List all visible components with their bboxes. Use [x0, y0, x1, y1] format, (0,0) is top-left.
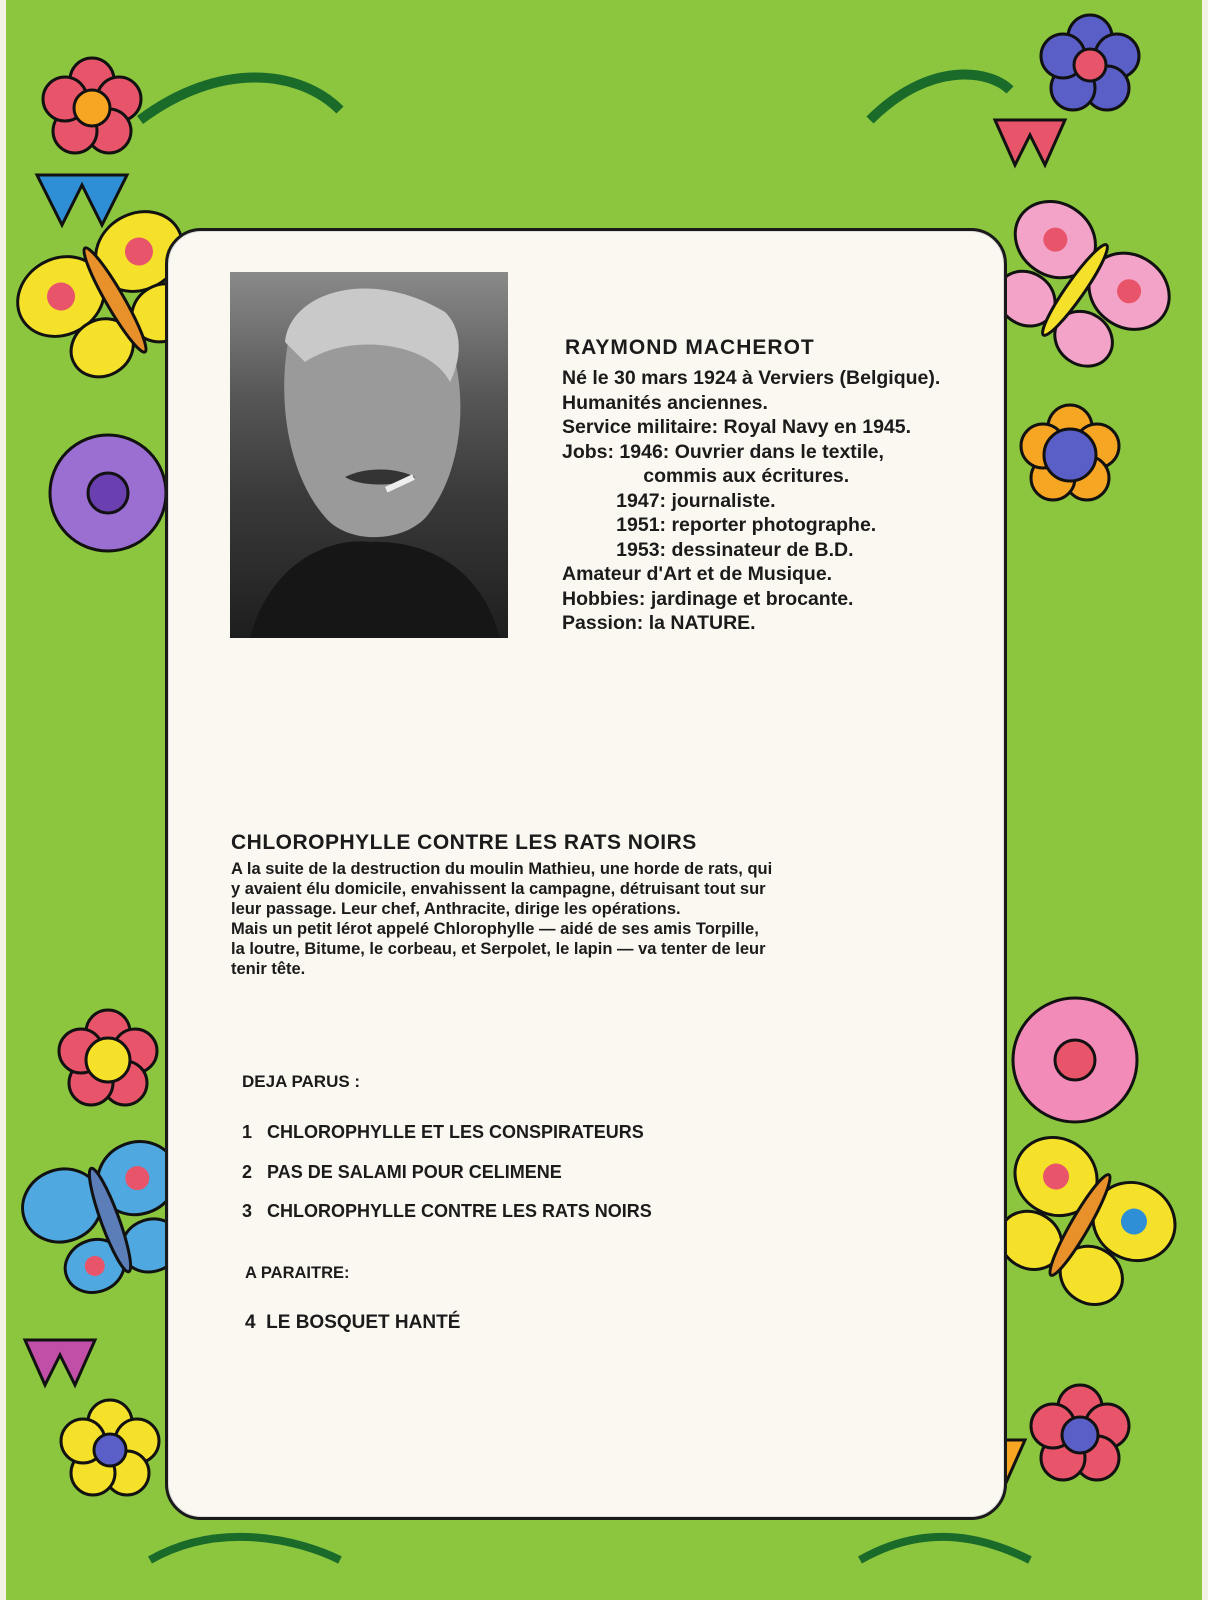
- author-name: RAYMOND MACHEROT: [565, 336, 815, 359]
- story-title: CHLOROPHYLLE CONTRE LES RATS NOIRS: [231, 831, 697, 854]
- synopsis-line: la loutre, Bitume, le corbeau, et Serpolet, le lapin — va tenter de leur: [231, 940, 766, 958]
- series-number: 3: [242, 1201, 253, 1221]
- vine-bottom-left: [150, 1537, 340, 1560]
- portrait-image: [230, 272, 508, 638]
- bio-line: 1953: dessinateur de B.D.: [562, 538, 854, 561]
- flower-icon: [1041, 15, 1139, 110]
- synopsis-line: Mais un petit lérot appelé Chlorophylle — aidé de ses amis Torpille,: [231, 920, 759, 938]
- bio-line: Service militaire: Royal Navy en 1945.: [562, 416, 912, 438]
- vine-bottom-right: [860, 1537, 1030, 1560]
- series-number: 4: [245, 1312, 256, 1333]
- flower-icon: [61, 1400, 159, 1495]
- upcoming-item: [245, 1312, 460, 1334]
- upcoming-label: A PARAITRE:: [245, 1264, 350, 1282]
- flower-icon: [1031, 1385, 1129, 1480]
- bio-line: commis aux écritures.: [562, 465, 850, 487]
- flower-icon: [59, 1010, 157, 1105]
- tulip-icon: [995, 120, 1065, 165]
- vine-top-right: [870, 75, 1010, 120]
- bio-line: Humanités anciennes.: [562, 391, 768, 414]
- daisy-icon: [1013, 998, 1137, 1122]
- synopsis-line: tenir tête.: [231, 960, 306, 978]
- series-title: PAS DE SALAMI POUR CELIMENE: [267, 1162, 562, 1182]
- flower-icon: [43, 58, 141, 153]
- tulip-icon: [25, 1340, 95, 1385]
- series-item-1: [242, 1122, 644, 1143]
- author-photo: [230, 272, 508, 638]
- series-title: CHLOROPHYLLE ET LES CONSPIRATEURS: [267, 1122, 644, 1142]
- bio-line: Né le 30 mars 1924 à Verviers (Belgique).: [562, 367, 941, 389]
- series-title: LE BOSQUET HANTÉ: [266, 1312, 461, 1333]
- bio-line: 1947: journaliste.: [562, 489, 776, 512]
- story-synopsis: [231, 859, 951, 979]
- bio-line: 1951: reporter photographe.: [562, 514, 877, 536]
- author-bio: [562, 366, 940, 636]
- bio-line: Passion: la NATURE.: [562, 612, 756, 634]
- vine-top-left: [140, 78, 340, 121]
- synopsis-line: y avaient élu domicile, envahissent la campagne, détruisant tout sur: [231, 880, 766, 898]
- tulip-icon: [37, 175, 127, 225]
- bio-line: Amateur d'Art et de Musique.: [562, 563, 833, 585]
- synopsis-line: A la suite de la destruction du moulin Mathieu, une horde de rats, qui: [231, 860, 773, 878]
- published-label: DEJA PARUS :: [242, 1072, 361, 1091]
- series-item-2: [242, 1162, 562, 1183]
- series-number: 2: [242, 1162, 253, 1182]
- series-item-3: [242, 1201, 652, 1222]
- daisy-icon: [50, 435, 166, 551]
- series-number: 1: [242, 1122, 253, 1142]
- synopsis-line: leur passage. Leur chef, Anthracite, dirige les opérations.: [231, 900, 681, 918]
- flower-icon: [1021, 405, 1119, 500]
- series-title: CHLOROPHYLLE CONTRE LES RATS NOIRS: [267, 1201, 652, 1221]
- bio-line: Jobs: 1946: Ouvrier dans le textile,: [562, 440, 884, 463]
- bio-line: Hobbies: jardinage et brocante.: [562, 587, 854, 610]
